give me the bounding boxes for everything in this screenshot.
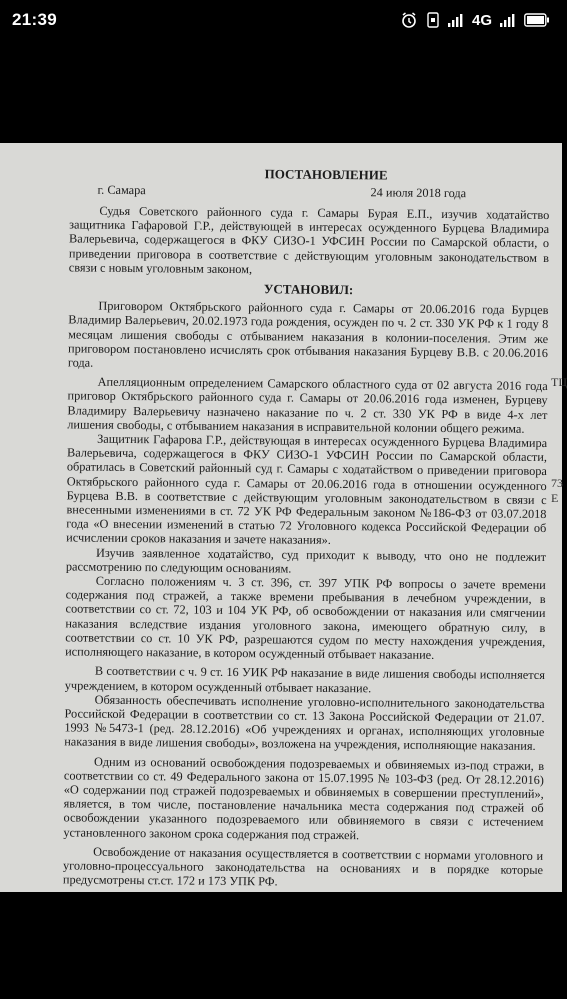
document bbox=[26, 143, 550, 889]
paragraph: Апелляционным определением Самарского областного суда от 02 августа 2016 года приговор Октябрьского районного суда г. Самары от 20.06.2016 года изменен, Бурцеву Владимиру Валерьевичу назначено наказание по ч. 2 ст. 330 УК РФ в виде 4-х лет лишения свободы, с отбыванием наказания в исправительной колонии общего режима. bbox=[67, 374, 548, 436]
status-time: 21:39 bbox=[12, 10, 57, 29]
alarm-icon bbox=[400, 11, 418, 29]
status-bar bbox=[0, 0, 562, 40]
paragraph: Обязанность обеспечивать исполнение уголовно-исполнительного законодательства Российской Федерации в соответствии со ст. 13 Закона Российской Федерации от 21.07. 1993 №5473-1 (ред. 28.12.2016) «Об учреждениях и органах, исполняющих уголовные наказания в виде лишения свободы», возложена на учреждения, исполняющие наказания. bbox=[64, 692, 545, 754]
signal-icon bbox=[448, 13, 464, 27]
edge-mark: ТЦ bbox=[551, 375, 567, 389]
status-icons bbox=[400, 11, 550, 29]
document-date: 24 июля 2018 года bbox=[370, 185, 467, 201]
document-subtitle: УСТАНОВИЛ: bbox=[263, 281, 354, 298]
paragraph: Одним из оснований освобождения подозреваемых и обвиняемых из-под стражи, в соответствии со ст. 49 Федерального закона от 15.07.1995 № 103-ФЗ (ред. От 28.12.2016) «О содержании под стражей подозреваемых и обвиняемых в совершении преступлений», является, в том числе, постановление начальника места содержания под стражей об освобождении указанного подозреваемого или обвиняемого в связи с истечением установленного законом срока содержания под стражей. bbox=[63, 754, 545, 842]
paragraph: Согласно положениям ч. 3 ст. 396, ст. 397 УПК РФ вопросы о зачете времени содержания под стражей, а также времени пребывания в лечебном учреждении, в соответствии со ст. 72, 103 и 104 УК РФ, об освобождении от наказания или смягчении наказания вследствие издания уголовного закона, имеющего обратную силу, в соответствии со ст. 10 УК РФ, разрешаются судом по месту нахождения учреждения, исполняющего наказание, в котором осужденный отбывает наказание. bbox=[65, 573, 546, 663]
intro-paragraph: Судья Советского районного суда г. Самары Бурая Е.П., изучив ходатайство защитника Гафаровой Г.Р., действующей в интересах осужденного Бурцева Владимира Валерьевича, содержащегося в ФКУ СИЗО-1 УФСИН России по Самарской области, о приведении приговора в соответствие с действующим уголовным законодательством в связи с новым уголовным законом, bbox=[68, 203, 550, 276]
notification-icon bbox=[426, 12, 440, 28]
network-type: 4G bbox=[471, 11, 492, 29]
paragraph: В соответствии с ч. 9 ст. 16 УИК РФ наказание в виде лишения свободы исполняется учреждением, в котором осужденный отбывает наказание. bbox=[64, 663, 545, 695]
edge-mark: 73 bbox=[551, 476, 563, 490]
paragraph: Изучив заявленное ходатайство, суд приходит к выводу, что оно не подлежит рассмотрению по следующим основаниям. bbox=[65, 545, 547, 576]
battery-icon bbox=[524, 13, 550, 27]
edge-mark: Е bbox=[551, 491, 559, 505]
document-city: г. Самара bbox=[97, 182, 146, 198]
network-signal-icon bbox=[500, 13, 516, 27]
document-title: ПОСТАНОВЛЕНИЕ bbox=[264, 166, 388, 183]
paragraph: Защитник Гафарова Г.Р., действующая в интересах осужденного Бурцева Владимира Валерьевича, содержащегося в ФКУ СИЗО-1 УФСИН России по Самарской области, обратилась в Советский районный суд г. Самары с ходатайством о приведении приговора Октябрьского районного суда г. Самары от 20.06.2016 года в отношении осужденного Бурцева В.В. в соответствие с действующим уголовным законодательством в связи с внесенными изменениями в ст. 72 УК РФ Федеральным законом №186-ФЗ от 03.07.2018 года «О внесении изменений в статью 72 Уголовного кодекса Российской Федерации об исчислении сроков наказания и зачете наказания». bbox=[66, 431, 548, 548]
paragraph: Освобождение от наказания осуществляется в соответствии с нормами уголовного и уголовно-процессуального законодательства на основаниях и в порядке которые предусмотрены ст.ст. 172 и 173 УПК РФ. bbox=[62, 844, 544, 889]
document-body bbox=[63, 203, 550, 891]
document-photo bbox=[0, 143, 567, 892]
paragraph: Приговором Октябрьского районного суда г. Самары от 20.06.2016 года Бурцев Владимир Валерьевич, 20.02.1973 года рождения, осужден по ч. 2 ст. 330 УК РФ к 1 году 8 месяцам лишения свободы с отбыванием наказания в колонии-поселения. Этим же приговором постановлено исчислять срок отбывания наказания Бурцеву В.В. с 20.06.2016 года. bbox=[67, 298, 549, 370]
